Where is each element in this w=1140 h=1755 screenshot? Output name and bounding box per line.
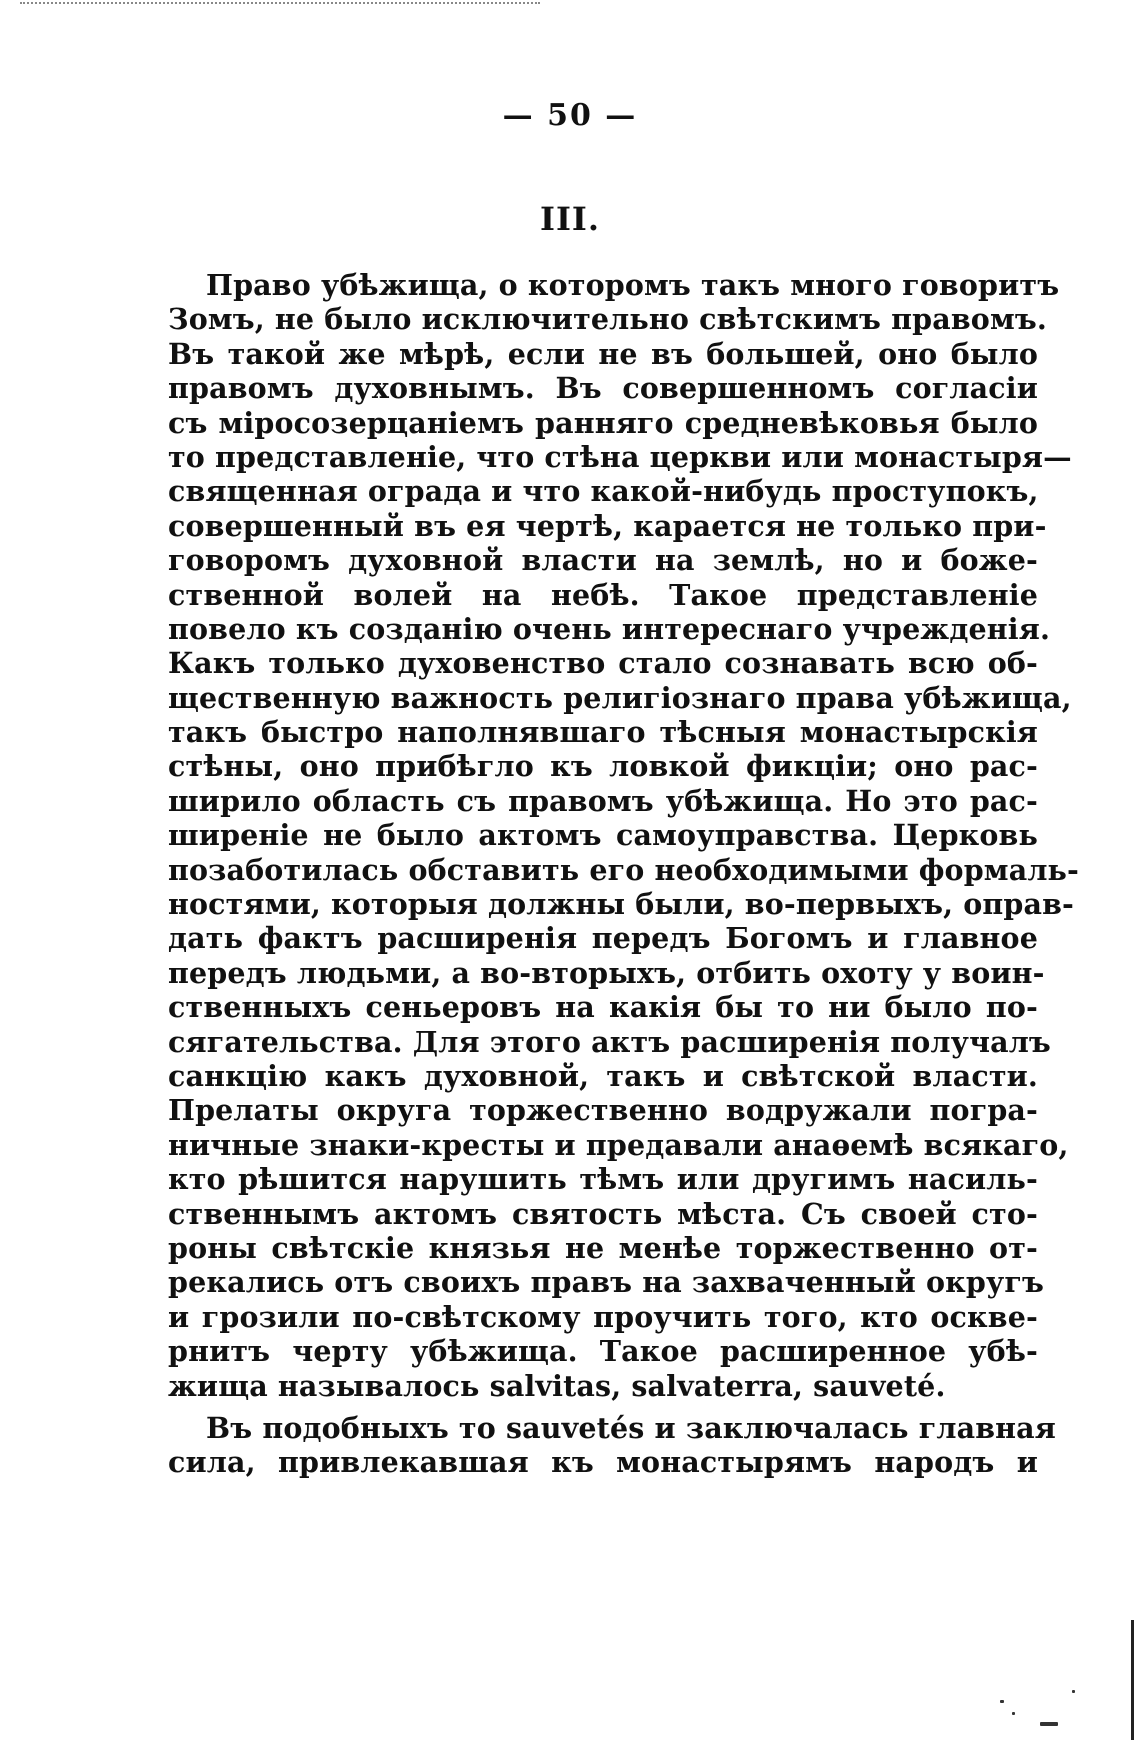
text-line: сягательства. Для этого актъ расширенія получалъ	[168, 1024, 1051, 1059]
text-line: съ міросозерцаніемъ ранняго средневѣковья было	[168, 405, 1038, 440]
text-line: правомъ духовнымъ. Въ совершенномъ согласіи	[168, 371, 1038, 406]
text-line: Въ подобныхъ то sauvetés и заключалась главная	[206, 1410, 1056, 1445]
text-line: роны свѣтскіе князья не менѣе торжественно от-	[168, 1230, 1038, 1265]
text-line: Въ такой же мѣрѣ, если не въ большей, оно было	[168, 336, 1038, 371]
text-line: передъ людьми, а во-вторыхъ, отбить охоту у воин-	[168, 955, 1045, 990]
text-line: санкцію какъ духовной, такъ и свѣтской власти.	[168, 1058, 1038, 1093]
scan-speck	[1000, 1700, 1004, 1703]
page-number: — 50 —	[502, 98, 638, 133]
text-line: совершенный въ ея чертѣ, карается не только при-	[168, 508, 1047, 543]
text-line: ширеніе не было актомъ самоуправства. Церковь	[168, 818, 1038, 853]
text-line: священная ограда и что какой-нибудь проступокъ,	[168, 474, 1039, 509]
text-line: говоромъ духовной власти на землѣ, но и боже-	[168, 543, 1038, 578]
text-line: ностями, которыя должны были, во-первыхъ, оправ-	[168, 887, 1075, 922]
text-line: Право убѣжища, о которомъ такъ много говоритъ	[206, 268, 1060, 302]
text-line: ширило область съ правомъ убѣжища. Но это рас-	[168, 783, 1038, 818]
text-line: ственныхъ сеньеровъ на какія бы то ни было по-	[168, 990, 1038, 1025]
scan-edge-mark	[1131, 1620, 1134, 1740]
text-line: рекались отъ своихъ правъ на захваченный округъ	[168, 1265, 1044, 1300]
scan-speck	[1012, 1712, 1015, 1715]
text-line: ничные знаки-кресты и предавали анаѳемѣ всякаго,	[168, 1127, 1069, 1162]
text-line: ственной волей на небѣ. Такое представленіе	[168, 577, 1038, 612]
scan-speck	[1072, 1690, 1075, 1693]
scan-speck	[1040, 1722, 1058, 1726]
text-line: жища называлось salvitas, salvaterra, sauveté.	[168, 1368, 946, 1403]
text-line: и грозили по-свѣтскому проучить того, кто оскве-	[168, 1299, 1038, 1334]
text-line: щественную важность религіознаго права убѣжища,	[168, 680, 1072, 715]
text-line: такъ быстро наполнявшаго тѣсныя монастырскія	[168, 715, 1038, 750]
text-line: кто рѣшится нарушить тѣмъ или другимъ насиль-	[168, 1162, 1038, 1197]
text-line: Зомъ, не было исключительно свѣтскимъ правомъ.	[168, 302, 1047, 337]
section-heading: III.	[539, 200, 601, 238]
text-line: сила, привлекавшая къ монастырямъ народъ и	[168, 1445, 1038, 1480]
text-line: Прелаты округа торжественно водружали погра-	[168, 1093, 1038, 1128]
text-line: позаботилась обставить его необходимыми формаль-	[168, 852, 1080, 887]
text-line: рнитъ черту убѣжища. Такое расширенное убѣ-	[168, 1334, 1038, 1369]
paragraph-gap	[168, 1403, 1038, 1411]
text-line: ственнымъ актомъ святость мѣста. Съ своей сто-	[168, 1196, 1038, 1231]
text-line: дать фактъ расширенія передъ Богомъ и главное	[168, 921, 1038, 956]
text-line: Какъ только духовенство стало сознавать всю об-	[168, 646, 1038, 681]
text-line: повело къ созданію очень интереснаго учрежденія.	[168, 611, 1051, 646]
text-line: стѣны, оно прибѣгло къ ловкой фикціи; оно рас-	[168, 749, 1038, 784]
body-text	[168, 268, 1080, 1480]
scan-artifact-top	[20, 2, 540, 7]
text-line: то представленіе, что стѣна церкви или монастыря—	[168, 439, 1072, 474]
